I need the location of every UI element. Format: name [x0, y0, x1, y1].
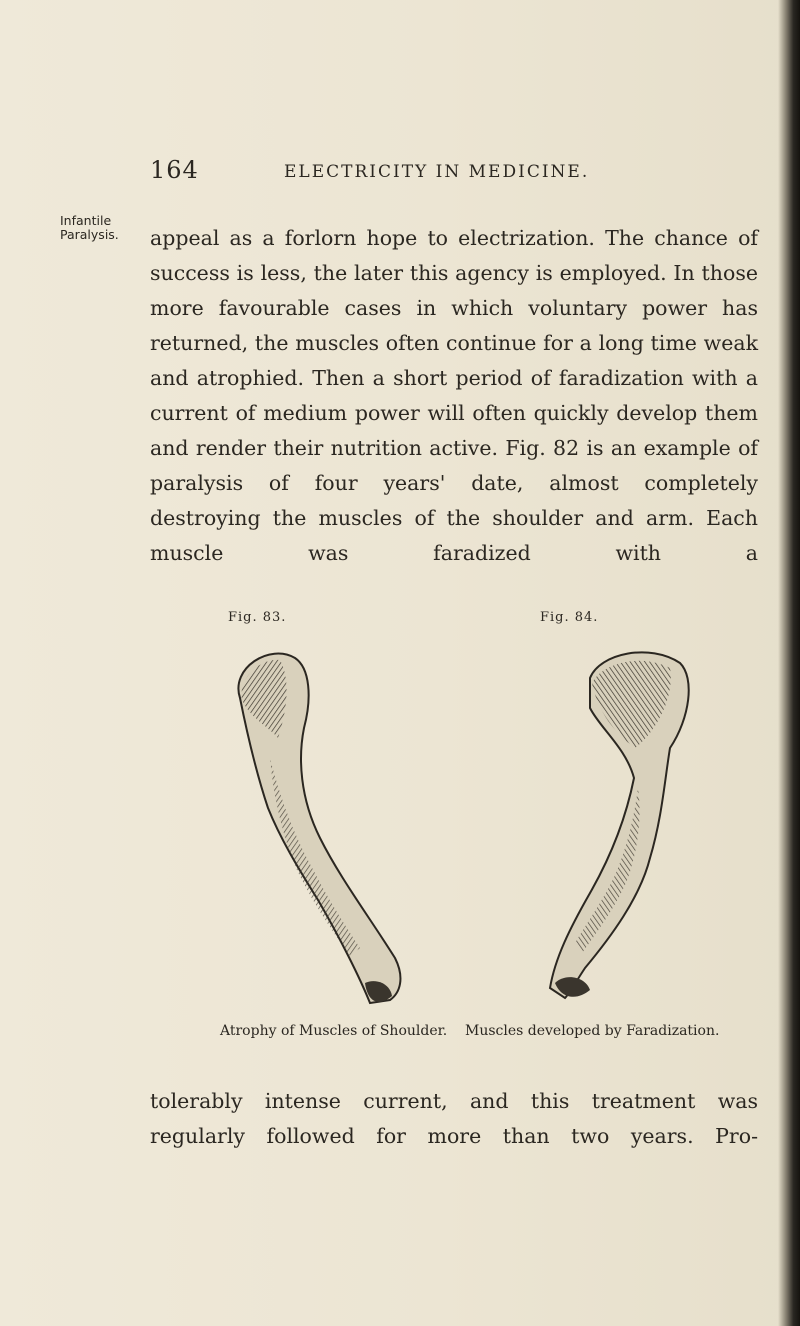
- figure-83-caption: Atrophy of Muscles of Shoulder.: [220, 1023, 448, 1039]
- body-paragraph-bottom: tolerably intense current, and this treatment was regularly followed for more than two years. Pro-: [150, 1088, 758, 1148]
- running-head: ELECTRICITY IN MEDICINE.: [284, 162, 590, 182]
- marginal-note-line: Paralysis.: [60, 227, 119, 242]
- figure-84-caption: Muscles developed by Faradization.: [465, 1023, 720, 1039]
- figure-84-illustration: [530, 638, 750, 1018]
- page-number: 164: [150, 156, 199, 184]
- page-header: [0, 156, 800, 196]
- figure-83-label: Fig. 83.: [228, 610, 287, 625]
- page-edge-shadow: [778, 0, 800, 1326]
- body-paragraph-top: appeal as a forlorn hope to electrization. The chance of success is less, the later this agency is employed. In those more favourable cases in which voluntary power has returned, the muscles often continue for a long time weak and atrophied. Then a short period of faradization with a current of medium power will often quickly develop them and render their nutrition active. Fig. 82 is an example of paralysis of four years' date, almost completely destroying the muscles of the shoulder and arm. Each muscle was faradized with a: [150, 225, 758, 565]
- figure-83-illustration: [200, 638, 440, 1018]
- figure-84-label: Fig. 84.: [540, 610, 599, 625]
- marginal-note: [60, 214, 134, 242]
- marginal-note-line: Infantile: [60, 213, 112, 228]
